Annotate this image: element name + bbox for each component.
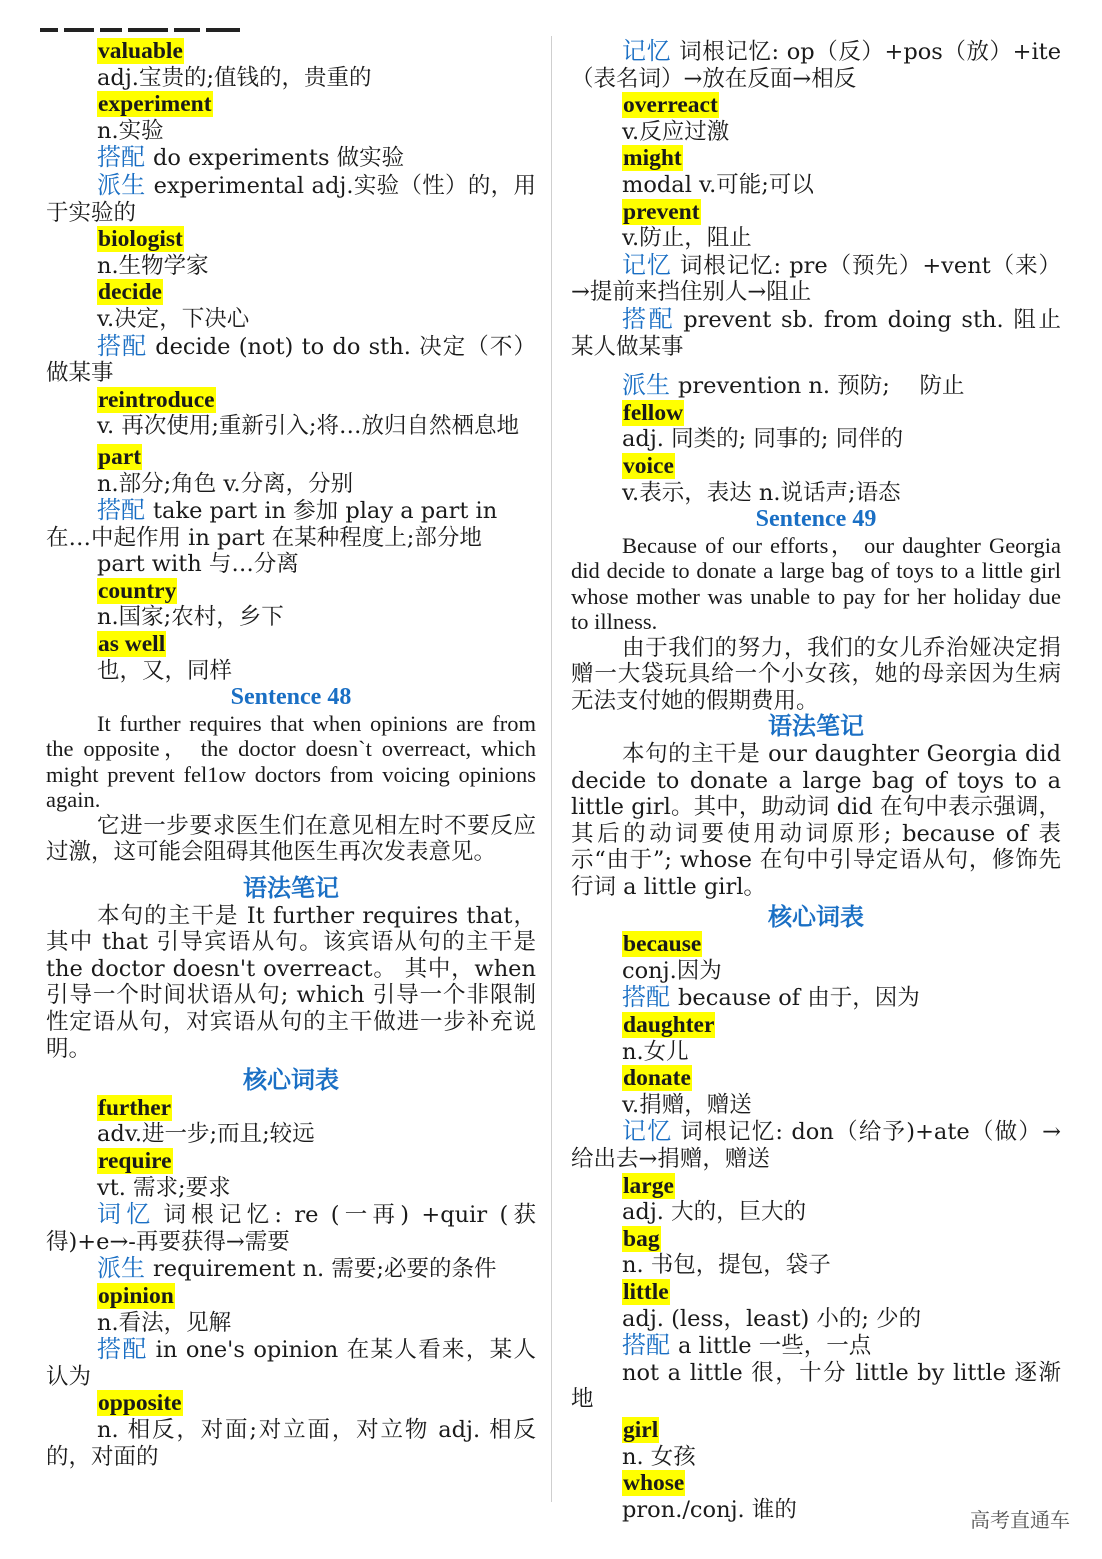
derivation-tag: 派生 xyxy=(97,1254,145,1283)
core-vocab-title: 核心词表 xyxy=(768,904,864,931)
memory-tag: 记忆 xyxy=(622,250,672,279)
collocation-tag: 搭配 xyxy=(622,983,670,1012)
watermark-text: 高考直通车 xyxy=(970,1508,1070,1532)
definition: 也，又，同样 xyxy=(97,657,233,684)
sentence-title: Sentence 48 xyxy=(230,684,352,711)
memory-tag: 记忆 xyxy=(622,37,672,65)
collocation-tag: 搭配 xyxy=(97,1335,148,1364)
memory-tag: 记忆 xyxy=(622,1117,673,1146)
definition: adj. (less，least) 小的; 少的 xyxy=(622,1305,922,1332)
headword-decide: decide xyxy=(98,279,162,306)
column-divider xyxy=(551,36,552,1502)
memory-tag: 词忆 xyxy=(97,1200,156,1229)
memory-line: 记忆 词根记忆: op（反）+pos（放）+ite（表名词）→放在反面→相反 xyxy=(571,37,1062,92)
derivation-line: 派生 requirement n. 需要;必要的条件 xyxy=(97,1254,497,1283)
definition: n. 书包，提包，袋子 xyxy=(622,1252,831,1279)
headword-as-well: as well xyxy=(98,631,166,658)
definition: v.捐赠，赠送 xyxy=(622,1091,752,1118)
collocation-tag: 搭配 xyxy=(97,331,148,360)
definition: n. 相反，对面;对立面，对立物 adj. 相反的，对面的 xyxy=(46,1416,536,1470)
headword-biologist: biologist xyxy=(98,226,183,253)
sentence-chinese: 由于我们的努力，我们的女儿乔治娅决定捐赠一大袋玩具给一个小女孩，她的母亲因为生病无法支付她的假期费用。 xyxy=(571,634,1061,714)
definition: n.看法，见解 xyxy=(97,1309,232,1336)
memory-line: 记忆 词根记忆: don（给予)+ate（做）→给出去→捐赠，赠送 xyxy=(571,1117,1061,1172)
definition: n. 女孩 xyxy=(622,1443,696,1470)
derivation-tag: 派生 xyxy=(97,170,146,199)
definition: v.反应过激 xyxy=(622,118,730,145)
headword-daughter: daughter xyxy=(623,1012,715,1038)
right-column xyxy=(571,38,1061,1523)
sentence-english: It further requires that when opinions are from the opposite， the doctor doesn`t overreact, which might prevent fel1ow doctors from voicing opinions again. xyxy=(46,710,536,813)
definition: n.实验 xyxy=(97,117,164,144)
collocation-line: not a little 很，十分 little by little 逐渐地 xyxy=(571,1359,1061,1413)
collocation-line: 搭配 prevent sb. from doing sth. 阻止某人做某事 xyxy=(571,304,1061,360)
collocation-tag: 搭配 xyxy=(97,143,145,172)
cropped-text-fragment xyxy=(40,24,380,34)
headword-experiment: experiment xyxy=(98,91,212,118)
memory-line: 词忆 词根记忆: re (一再) +quir (获得)+e→-再要获得→需要 xyxy=(46,1200,537,1255)
collocation-tag: 搭配 xyxy=(97,496,145,525)
definition: adj. 大的，巨大的 xyxy=(622,1199,807,1226)
headword-voice: voice xyxy=(623,452,674,479)
sentence-title: Sentence 49 xyxy=(755,506,877,533)
collocation-line: 搭配 do experiments 做实验 xyxy=(97,143,405,172)
left-column xyxy=(46,38,536,1470)
collocation-line: part with 与…分离 xyxy=(97,551,299,578)
definition: v.表示，表达 n.说话声;语态 xyxy=(622,479,901,506)
collocation-line: 搭配 because of 由于，因为 xyxy=(622,983,920,1012)
definition: v. 再次使用;重新引入;将…放归自然栖息地 xyxy=(97,413,520,440)
headword-donate: donate xyxy=(623,1065,691,1092)
definition: conj.因为 xyxy=(622,957,722,984)
collocation-tag: 搭配 xyxy=(622,1331,670,1360)
grammar-notes-text: 本句的主干是 It further requires that，其中 that 引导宾语从句。该宾语从句的主干是 the doctor doesn't overreact。 其中，when 引导一个时间状语从句; which 引导一个非限制性定语从句，对宾语从句的主干做进一步补充说明。 xyxy=(46,902,536,1062)
derivation-tag: 派生 xyxy=(622,371,670,400)
headword-opinion: opinion xyxy=(98,1282,174,1309)
core-vocab-title: 核心词表 xyxy=(243,1068,339,1095)
headword-fellow: fellow xyxy=(623,399,684,426)
headword-part: part xyxy=(98,443,142,470)
headword-bag: bag xyxy=(623,1225,660,1252)
definition: n.国家;农村，乡下 xyxy=(97,604,284,631)
headword-further: further xyxy=(98,1094,172,1121)
derivation-line: 派生 prevention n. 预防; 防止 xyxy=(622,371,965,400)
collocation-line: 搭配 a little 一些，一点 xyxy=(622,1331,872,1360)
headword-valuable: valuable xyxy=(98,38,183,64)
definition: modal v.可能;可以 xyxy=(622,171,814,198)
definition: n.女儿 xyxy=(622,1038,689,1065)
headword-whose: whose xyxy=(623,1470,685,1497)
headword-large: large xyxy=(623,1172,674,1199)
grammar-notes-title: 语法笔记 xyxy=(768,714,864,741)
headword-overreact: overreact xyxy=(623,92,718,119)
collocation-line: 搭配 decide (not) to do sth. 决定（不）做某事 xyxy=(46,331,536,387)
definition: v.决定，下决心 xyxy=(97,305,250,332)
collocation-line: 搭配 take part in 参加 play a part in 在…中起作用 in part 在某种程度上;部分地 xyxy=(46,496,498,551)
definition: adj. 同类的; 同事的; 同伴的 xyxy=(622,426,904,453)
headword-girl: girl xyxy=(623,1416,659,1443)
headword-require: require xyxy=(98,1147,172,1174)
headword-because: because xyxy=(623,931,702,958)
definition: n.生物学家 xyxy=(97,252,209,279)
headword-country: country xyxy=(98,577,177,604)
collocation-line: 搭配 in one's opinion 在某人看来，某人认为 xyxy=(46,1335,536,1390)
collocation-tag: 搭配 xyxy=(622,304,676,333)
definition: pron./conj. 谁的 xyxy=(622,1496,797,1523)
headword-opposite: opposite xyxy=(98,1390,182,1417)
memory-line: 记忆 词根记忆: pre（预先）+vent（来）→提前来挡住别人→阻止 xyxy=(571,250,1062,306)
grammar-notes-title: 语法笔记 xyxy=(243,876,339,903)
definition: n.部分;角色 v.分离，分别 xyxy=(97,470,354,497)
definition: adv.进一步;而且;较远 xyxy=(97,1121,315,1148)
derivation-line: 派生 experimental adj.实验（性）的，用于实验的 xyxy=(46,170,536,226)
definition: v.防止，阻止 xyxy=(622,225,752,252)
definition: vt. 需求;要求 xyxy=(97,1174,231,1201)
headword-little: little xyxy=(623,1278,669,1305)
headword-might: might xyxy=(623,145,682,172)
sentence-chinese: 它进一步要求医生们在意见相左时不要反应过激，这可能会阻碍其他医生再次发表意见。 xyxy=(46,812,536,866)
definition: adj.宝贵的;值钱的，贵重的 xyxy=(97,64,372,91)
sentence-english: Because of our efforts， our daughter Georgia did decide to donate a large bag of toys to a little girl whose mother was unable to pay for her holiday due to illness. xyxy=(571,532,1061,635)
headword-prevent: prevent xyxy=(623,198,700,225)
headword-reintroduce: reintroduce xyxy=(98,386,215,413)
grammar-notes-text: 本句的主干是 our daughter Georgia did decide to donate a large bag of toys to a little girl。其中，助动词 did 在句中表示强调，其后的动词要使用动词原形; because of 表示“由于”; whose 在句中引导定语从句，修饰先行词 a little girl。 xyxy=(571,741,1061,901)
